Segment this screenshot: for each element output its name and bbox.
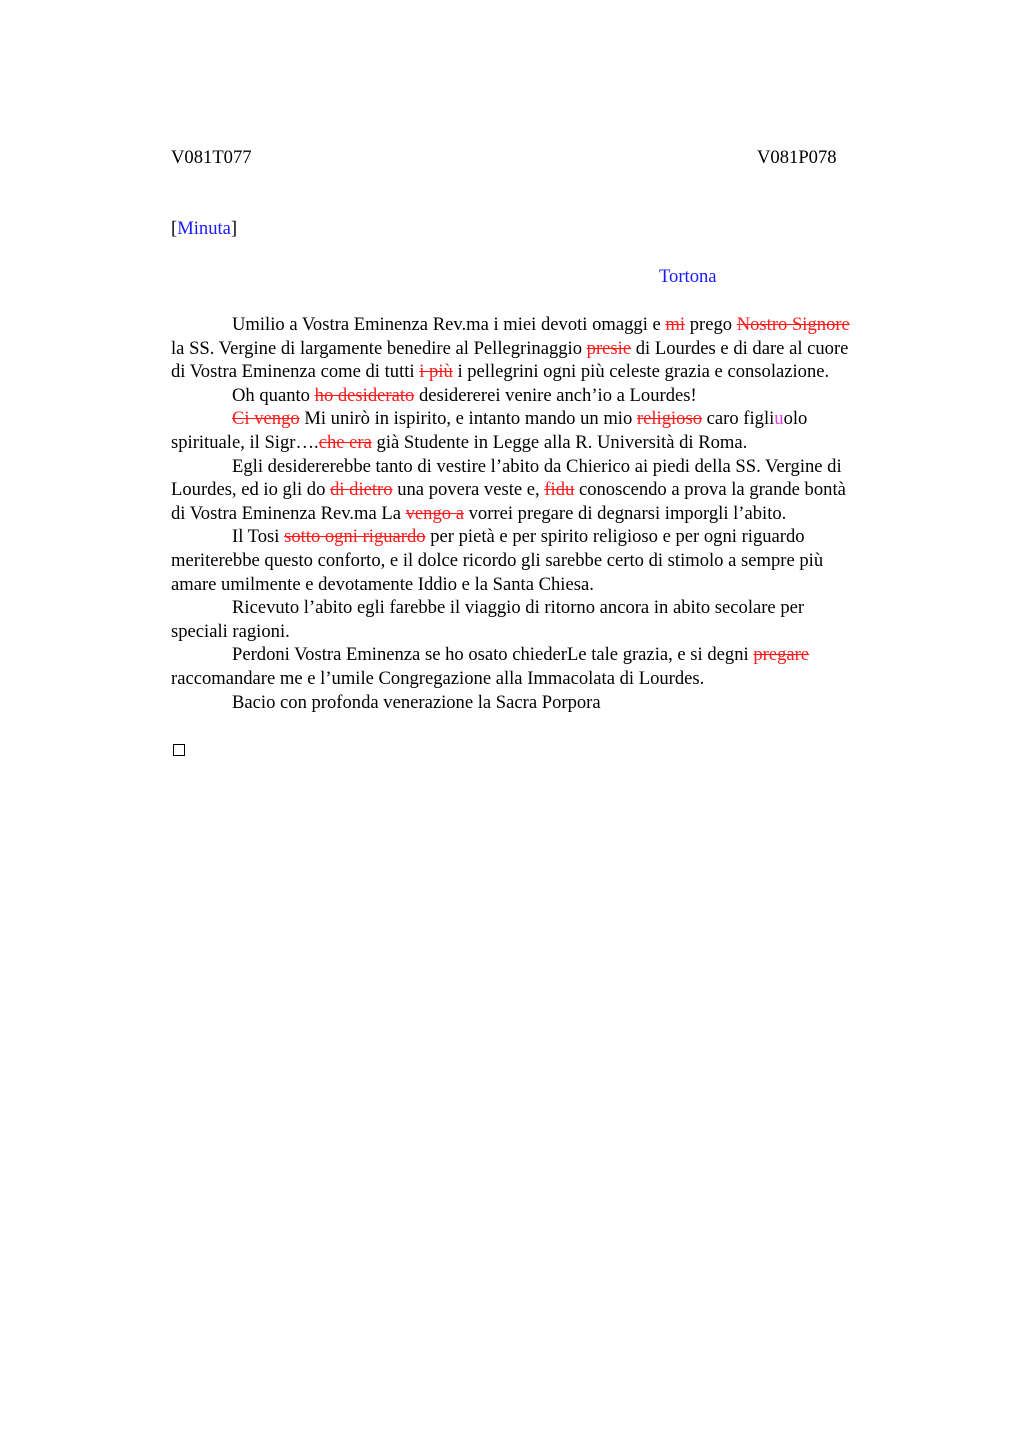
text-segment: spirituale, il Sigr…. — [171, 431, 319, 453]
text-segment: i pellegrini ogni più celeste grazia e consolazione. — [452, 361, 830, 383]
text-segment: olo — [783, 408, 808, 430]
paragraph-line — [171, 525, 941, 549]
paragraph-line — [171, 431, 941, 455]
text-segment: una povera veste e, — [392, 479, 545, 501]
deleted-text: ho desiderato — [314, 384, 415, 406]
checkbox-square-icon — [173, 744, 185, 756]
text-segment: raccomandare me e l’umile Congregazione alla Immacolata di Lourdes. — [171, 667, 705, 689]
text-segment: di Lourdes e di dare al cuore — [631, 337, 849, 359]
paragraph-line — [171, 620, 941, 644]
paragraph-line — [171, 643, 941, 667]
text-segment: di Vostra Eminenza come di tutti — [171, 361, 420, 383]
text-segment: conoscendo a prova la grande bontà — [574, 479, 846, 501]
text-segment: Umilio a Vostra Eminenza Rev.ma i miei devoti omaggi e — [232, 314, 666, 335]
paragraph-line — [171, 691, 941, 715]
paragraph-line — [171, 337, 941, 361]
text-segment: Il Tosi — [232, 526, 285, 548]
text-segment: Bacio con profonda venerazione la Sacra Porpora — [232, 691, 601, 713]
text-segment: caro figli — [702, 408, 775, 430]
text-segment: prego — [685, 314, 737, 335]
paragraph-line — [171, 478, 941, 502]
paragraph-line — [171, 549, 941, 573]
document-type-label — [171, 218, 237, 240]
paragraph-line — [171, 502, 941, 526]
deleted-text: fidu — [544, 479, 575, 501]
paragraph-line — [171, 384, 941, 408]
paragraph-line — [171, 573, 941, 597]
deleted-text: Nostro Signore — [736, 314, 850, 335]
deleted-text: Ci vengo — [232, 408, 300, 430]
deleted-text: pregare — [753, 644, 810, 666]
deleted-text: sotto ogni riguardo — [284, 526, 426, 548]
deleted-text: di dietro — [330, 479, 393, 501]
text-segment: già Studente in Legge alla R. Università di Roma. — [371, 431, 748, 453]
page-id-right: V081P078 — [757, 147, 837, 168]
text-segment: Mi unirò in ispirito, e intanto mando un mio — [299, 408, 637, 430]
open-bracket: [ — [171, 218, 178, 239]
paragraph-line — [171, 596, 941, 620]
paragraph-line — [171, 360, 941, 384]
text-segment: Ricevuto l’abito egli farebbe il viaggio di ritorno ancora in abito secolare per — [232, 597, 805, 619]
place-name: Tortona — [659, 266, 717, 287]
text-segment: vorrei pregare di degnarsi imporgli l’abito. — [463, 502, 787, 524]
minuta-label: Minuta — [177, 218, 231, 239]
text-segment: amare umilmente e devotamente Iddio e la Santa Chiesa. — [171, 573, 594, 595]
deleted-text: i più — [419, 361, 453, 383]
text-segment: meriterebbe questo conforto, e il dolce ricordo gli sarebbe certo di stimolo a sempre più — [171, 549, 824, 571]
text-segment: Oh quanto — [232, 384, 315, 406]
deleted-text: presie — [586, 337, 632, 359]
letter-body — [171, 313, 941, 714]
deleted-text: religioso — [636, 408, 702, 430]
text-segment: desidererei venire anch’io a Lourdes! — [414, 384, 697, 406]
text-segment: Lourdes, ed io gli do — [171, 479, 331, 501]
deleted-text: vengo a — [405, 502, 464, 524]
paragraph-line — [171, 313, 941, 337]
text-segment: Perdoni Vostra Eminenza se ho osato chiederLe tale grazia, e si degni — [232, 644, 754, 666]
deleted-text: mi — [665, 314, 686, 335]
text-segment: Egli desidererebbe tanto di vestire l’abito da Chierico ai piedi della SS. Vergine di — [232, 455, 842, 477]
paragraph-line — [171, 407, 941, 431]
text-segment: per pietà e per spirito religioso e per ogni riguardo — [425, 526, 805, 548]
text-segment: di Vostra Eminenza Rev.ma La — [171, 502, 406, 524]
inserted-text: u — [774, 408, 784, 430]
paragraph-line — [171, 455, 941, 479]
text-segment: la SS. Vergine di largamente benedire al Pellegrinaggio — [171, 337, 587, 359]
text-segment: speciali ragioni. — [171, 620, 290, 642]
page-id-left: V081T077 — [171, 147, 252, 168]
deleted-text: che era — [318, 431, 372, 453]
close-bracket: ] — [230, 218, 238, 239]
paragraph-line — [171, 667, 941, 691]
